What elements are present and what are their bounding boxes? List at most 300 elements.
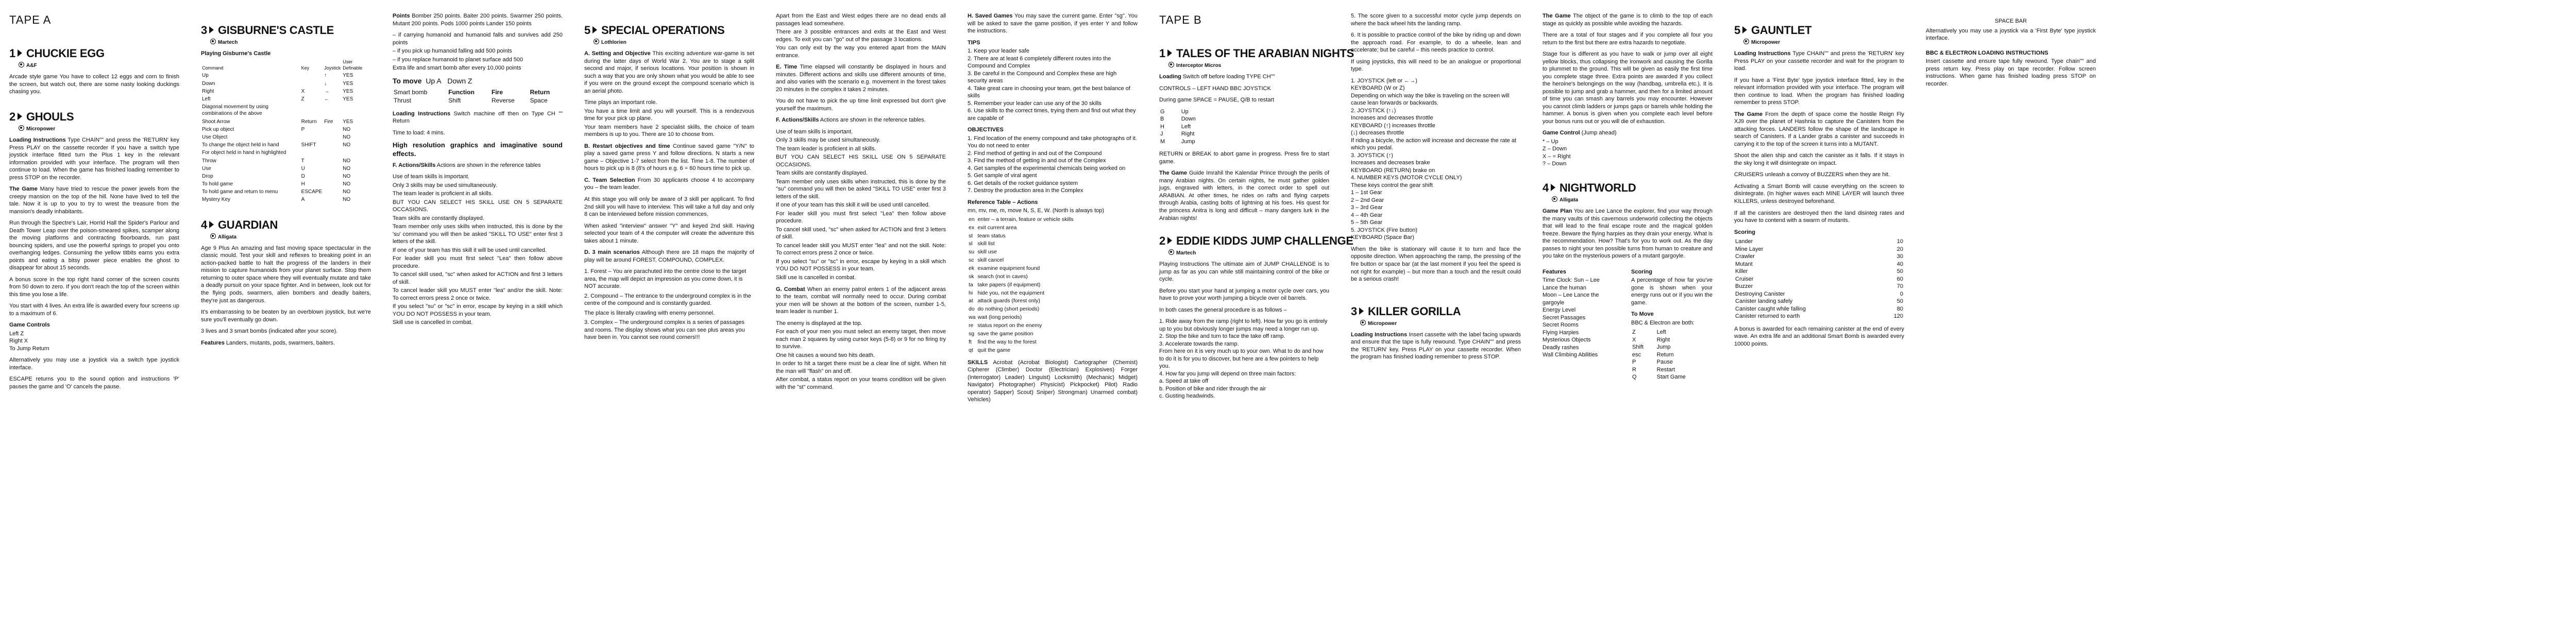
table-row: Thrust Shift Reverse Space <box>394 96 548 104</box>
table-cell: Mutant <box>1735 261 1753 267</box>
eddie-text: Playing Instructions The ultimate aim of JUMP CHALLENGE is to jump as far as you can while still maintaining control of the bike or cycle. <box>1159 261 1329 283</box>
table-row <box>201 88 371 95</box>
list-item: Lance the human <box>1543 284 1587 291</box>
table-cell: wa <box>969 314 976 321</box>
guardian-points-5: Extra life and smart bomb after every 10,000 points <box>393 65 521 72</box>
gorilla-loading: Loading Instructions Insert cassette with the label facing upwards and ensure that the tape is fully rewound. Type CHAIN"" and press the 'RETURN' key. Press PLAY on your cassette recorder. When the program has finished loading remember to press STOP. <box>1351 331 1521 360</box>
guardian-points-3: – if you pick up humanoid falling add 500 points <box>393 48 512 55</box>
table-row <box>201 165 371 173</box>
eddie-joystick-list <box>1351 77 1521 242</box>
table-cell: 50 <box>1896 298 1903 305</box>
actions-skills-5: BUT YOU CAN SELECT HIS SKILL USE ON 5 SEPARATE OCCASIONS. <box>393 199 563 213</box>
chuckie-egg-title: 1 CHUCKIE EGG <box>9 47 105 60</box>
table-cell: ← <box>324 96 330 102</box>
table-cell <box>323 188 342 196</box>
table-cell: Jump <box>1181 138 1195 145</box>
gorilla-game-3: Stage four is different as you have to walk or jump over all eight yellow blocks, thus collapsing the ironwork and causing the Gorilla to plummet to the ground. This will be given as easily the first time you complete stage three. Extra points are awarded if you collect the heroine's belongings on the way (handbag, umbrella etc.). It is possible to jump and grab a hammer, and then for a limited amount of time you can smash any barrels you may encounter. However you cannot climb ladders or jumps gaps or barrels while holding the hammer. A bonus is given when you complete each level before your bonus runs out or you will die of exhaustion. <box>1543 51 1713 125</box>
table-row <box>1159 138 1231 146</box>
table-cell: Down <box>1181 116 1196 123</box>
column-11 <box>1926 12 2096 614</box>
gauntlet-scoring-table <box>1734 238 1904 320</box>
special-ops-f8: If one of your team has this skill it will be used until cancelled. <box>776 202 930 209</box>
ghouls-title: 2 GHOULS <box>9 110 74 123</box>
table-cell: en <box>969 216 975 222</box>
table-cell: 120 <box>1893 313 1903 320</box>
table-cell: Drop <box>202 173 213 179</box>
table-cell: NO <box>343 173 351 179</box>
actions-skills-11: To cancel leader skill you MUST enter "lea" and/or the skill. Note: To correct errors press 2 once or twice. <box>393 287 563 301</box>
special-ops-f5: BUT YOU CAN SELECT HIS SKILL USE ON 5 SEPARATE OCCASIONS. <box>776 154 946 168</box>
column-7 <box>1159 12 1354 614</box>
table-row <box>1734 305 1904 313</box>
special-ops-a: A. Setting and Objective This exciting adventure war-game is set during the latter days of World War 2. You are to stage a split second and major, if serious locations. Your position is shown in such a way that you are only shown what you would be able to see if you were on the ground except the compound scenario which is an aerial photo. <box>584 50 755 94</box>
table-row <box>1159 130 1231 138</box>
eddie-title: 2 EDDIE KIDDS JUMP CHALLENGE <box>1159 234 1353 248</box>
actions-skills-10: To cancel skill used, "sc" when asked for ACTION and first 3 letters of skill. <box>393 271 563 285</box>
list-item: 2 – 2nd Gear <box>1351 197 1384 203</box>
table-cell: SHIFT <box>301 142 316 148</box>
list-item: Mysterious Objects <box>1543 337 1591 344</box>
table-cell: Mine Layer <box>1735 246 1764 252</box>
table-row <box>201 80 371 88</box>
table-row <box>1734 246 1904 253</box>
table-row <box>968 265 1075 273</box>
table-cell: Restart <box>1656 366 1675 373</box>
column-5 <box>776 12 946 614</box>
list-item: The place is literally crawling with enemy personnel. <box>584 310 715 316</box>
table-cell: Canister landing safely <box>1735 298 1793 305</box>
bbc-loading: Insert cassette and ensure tape fully rewound. Type chain"" and press return key. Press play on tape recorder. Follow screen instructions. When game has finished loading press STOP on recorder. <box>1926 58 2096 87</box>
ghouls-game-2: Run through the Spectre's Lair, Horrid Hall the Spider's Parlour and Death Tower Leap over the poison-smeared spikes, scamper along the moving platforms and contracting floorboards, run past bouncing spiders, and use the powerful springs to propel you onto overhanging ledges. Consuming the yellow titbits earns you extra points and eating a bitsy power piece enables the ghost to disappear for about 15 seconds. <box>9 220 179 271</box>
ghouls-loading: Loading Instructions Type CHAIN"" and press the 'RETURN' key Press PLAY on the cassette recorder If you have a switch type joystick interface fitted turn the Plus 1 key in the relevant information provided with your interface. The program will then continue to load. When the game has finished loading remember to press STOP on the recorder. <box>9 137 180 181</box>
nightworld-plan: Game Plan You are Lee Lance the explorer, find your way through the many vaults of this cavernous underworld collecting the objects that will lead to the final escape route and the magical golden freeze. Beware the flying harpies as they drain your energy. What is the recommendation. How? That's for you to work out. As the day passes to night your ten possible turns from human to creature and you take on the mysterious powers of a mutant gargoyle. <box>1543 208 1713 260</box>
table-cell: NO <box>343 189 351 195</box>
list-item: ? – Down <box>1543 161 1567 167</box>
column-2 <box>201 12 371 614</box>
table-row <box>201 157 371 165</box>
gorilla-title: 3 KILLER GORILLA <box>1351 304 1461 318</box>
arrow-icon <box>1742 26 1747 33</box>
arabian-publisher: Interceptor Micros <box>1168 62 1329 69</box>
table-cell <box>300 149 324 157</box>
table-cell: hi <box>969 289 973 296</box>
eddie-steps-list <box>1159 318 1329 400</box>
table-row <box>1631 358 1713 366</box>
table-cell: Throw <box>202 158 216 164</box>
table-cell: save the game position <box>977 330 1033 337</box>
table-cell: skill use <box>977 249 997 255</box>
table-cell: sl <box>969 241 973 247</box>
table-cell: R <box>1632 366 1636 373</box>
special-ops-c3: When asked "interview" answer "Y" and keyed 2nd skill. Having selected your team of 4 the computer will create the adventure this takes about 1 minute. <box>584 222 754 244</box>
table-row <box>1734 261 1904 268</box>
gauntlet-loading: Loading Instructions Type CHAIN"" and press the 'RETURN' key Press PLAY on your cassette recorder and wait for the program to load. <box>1734 50 1905 72</box>
table-cell: NO <box>343 181 351 187</box>
table-cell: Cruiser <box>1735 276 1754 282</box>
table-row <box>1631 373 1713 381</box>
table-cell: ft <box>969 338 972 345</box>
table-cell: Shoot Arrow <box>202 118 230 125</box>
table-cell: re <box>969 322 974 329</box>
table-cell: 0 <box>1900 290 1903 297</box>
list-item: 4 – 4th Gear <box>1351 212 1383 218</box>
special-ops-g5: In order to hit a target there must be a clear line of sight. When hit the man will "flash" on and off. <box>776 360 946 374</box>
table-cell: exit current area <box>977 224 1017 231</box>
table-cell: sg <box>969 330 975 337</box>
table-row <box>1734 276 1904 283</box>
table-row <box>968 330 1075 338</box>
table-cell: To change the object held in hand <box>202 142 279 148</box>
list-item: 4. Take great care in choosing your team, get the best balance of skills <box>968 85 1130 99</box>
column-header: User Definable <box>343 59 363 71</box>
column-1 <box>9 12 179 614</box>
table-row <box>968 289 1075 298</box>
list-item: From here on it is very much up to your own. What to do and how to do it is for you to discover, but here are a few pointers to help you. <box>1159 348 1324 370</box>
table-row <box>968 248 1075 256</box>
table-row <box>1734 313 1904 320</box>
column-8 <box>1351 12 1521 614</box>
table-cell: team status <box>977 232 1006 239</box>
table-cell <box>323 180 342 188</box>
saved-games: H. Saved Games You may save the current game. Enter "sg". You will be asked to save the game position, if yes enter Y and follow the instructions. <box>968 13 1138 35</box>
table-cell: B <box>1160 116 1164 123</box>
table-row <box>968 256 1075 265</box>
gauntlet-publisher: Micropower <box>1743 39 1904 46</box>
table-cell <box>323 103 342 117</box>
actions-skills: F. Actions/Skills Actions are shown in the reference tables <box>393 162 541 168</box>
table-row <box>201 141 371 149</box>
column-4 <box>584 12 754 614</box>
table-cell: Canister caught while falling <box>1735 305 1806 312</box>
table-cell: Z <box>301 96 304 102</box>
table-row <box>968 232 1075 241</box>
table-cell: To hold game <box>202 181 233 187</box>
skills: SKILLS Acrobat (Acrobat Biologist) Cartographer (Chemist) Cipherer (Climber) Doctor (Electrician) Explosives) Forger (Interrogator) Leader) Linguist) Locksmith) (Mechanic) Midget) Navigator) Photographer) Physicist) Pickpocket) Pilot) Radio operator) Sapper) Scout) Sniper) Strongman) Unarmed combat) Vehicles) <box>968 359 1138 403</box>
list-item: Increases and decreases brake <box>1351 160 1430 166</box>
table-cell <box>300 133 324 141</box>
table-cell: ek <box>969 265 975 272</box>
guardian-text: Age 9 Plus An amazing and fast moving space spectacular in the classic mould. Test your skill and reflexes to breaking point in an action-packed battle to halt the progress of the landers in their mission to capture humanoids from your planet surface. Stop them returning to outer space where they will eventually mutate and take a deadly pursuit on your space fighter. And in between, look out for the flying pods, swarmers, alien bombers and deadly baiters, they're just as dangerous. <box>201 245 371 304</box>
table-row <box>968 322 1075 330</box>
list-item: 1. Forest – You are parachuted into the centre close to the target area, the map will depict an impression as you come down, it is NOT accurate. <box>584 268 747 290</box>
table-cell: H <box>1160 123 1164 130</box>
table-row <box>1631 366 1713 374</box>
table-row <box>201 188 371 196</box>
joystick-alt: Alternatively you may use a joystick via a 'First Byte' type joystick interface. <box>1926 27 2096 42</box>
list-item: 3 – 3rd Gear <box>1351 204 1383 211</box>
table-row <box>1159 123 1231 131</box>
list-item: 4. Get samples of the experimental chemicals being worked on <box>968 165 1126 171</box>
table-cell: Left <box>202 96 211 102</box>
table-cell: Left <box>1181 123 1191 130</box>
table-cell: NO <box>343 126 351 132</box>
list-item: 3. Be careful in the Compound and Complex these are high security areas <box>968 70 1117 84</box>
list-item: 1 – 1st Gear <box>1351 190 1382 196</box>
eddie-wheelie: When the bike is stationary will cause it to turn and face the opposite direction. When approaching the ramp, the pressing of the fire button or space bar (at the last moment if you feel the speed is not right for example) – but more than a touch and the result could be a serious crash! <box>1351 246 1521 283</box>
table-cell: Return <box>1656 351 1674 358</box>
gisburne-title: 3 GISBURNE'S CASTLE <box>201 24 334 37</box>
special-ops-g2: The enemy is displayed at the top. <box>776 320 862 327</box>
table-cell: YES <box>343 118 353 125</box>
list-item: KEYBOARD (Space Bar) <box>1351 234 1414 241</box>
list-item: If riding a bicycle, the action will increase and decrease the rate at which you pedal. <box>1351 137 1517 151</box>
publisher-logo-icon <box>1552 196 1557 202</box>
actions-skills-4: The team leader is proficient in all skills. <box>393 191 493 197</box>
tips-list <box>968 47 1138 122</box>
publisher-logo-icon <box>594 39 599 44</box>
arrow-icon <box>18 113 22 120</box>
list-item: Depending on which way the bike is traveling on the screen will cause lean forwards or backwards. <box>1351 92 1510 107</box>
list-item: 6. Use skills to the correct times, trying them and find out what they are capable of <box>968 108 1136 122</box>
table-cell <box>323 126 342 133</box>
table-row <box>1734 253 1904 261</box>
special-ops-f: F. Actions/Skills Actions are shown in the reference tables. <box>776 117 926 124</box>
table-cell: Use <box>202 165 211 171</box>
table-cell: st <box>969 232 973 239</box>
table-row <box>201 149 371 157</box>
nightworld-features: Features Time Clock: Sun – Lee Lance the human Moon – Lee Lance the gargoyle Energy Level Secret Passages Secret Rooms Flying Harpies Mysterious Objects Deadly rashes Wall Climbing Abilities <box>1543 264 1624 386</box>
table-cell: Q <box>1632 374 1637 381</box>
column-3 <box>393 12 563 614</box>
table-cell: Start Game <box>1656 374 1686 381</box>
nightworld-publisher: Alligata <box>1552 196 1713 203</box>
special-ops-g6: After combat, a status report on your teams condition will be given with the "st" command. <box>776 376 946 390</box>
table-cell: Up <box>1181 108 1189 115</box>
table-row <box>201 180 371 188</box>
objectives-list <box>968 135 1138 195</box>
table-cell: Up <box>202 73 209 79</box>
list-item: 2. There are at least 6 completely different routes into the Compound and Complex <box>968 55 1111 70</box>
list-item: Increases and decreases throttle <box>1351 115 1433 122</box>
actions-skills-9: For leader skill you must first select "Lea" then follow above procedure. <box>393 255 563 269</box>
table-cell: do nothing (short periods) <box>977 306 1040 313</box>
special-ops-b: B. Restart objectives and time Continue saved game "Y/N" to play a saved game press Y and follow directions. N starts a new game – Objective 1-7 select from the list. Time 1-8. The number of hours to pick up is 8 (8's of hours e.g. 6 = 60 hours time to pick up. <box>584 143 754 172</box>
list-item: 3. Complex – The underground complex is a series of passages and rooms. The display shows what you can see plus areas you have been in. You cannot see round corners!!! <box>584 319 745 341</box>
special-ops-f9: For leader skill you must first select "Lea" then follow above procedure. <box>776 210 946 225</box>
table-cell: ↑ <box>324 73 327 79</box>
table-row <box>1631 351 1713 359</box>
arabian-return: RETURN or BREAK to abort game in progress. Press fire to start game. <box>1159 151 1329 165</box>
table-cell: find the way to the forest <box>977 338 1037 345</box>
list-item: 3. Find the method of getting in and out of the Complex <box>968 158 1106 164</box>
table-cell: search (not in caves) <box>977 273 1028 280</box>
table-cell: ex <box>969 224 975 231</box>
eddie-publisher: Martech <box>1168 249 1329 256</box>
special-ops-apart: Apart from the East and West edges there are no dead ends all passages lead somewhere. <box>776 13 946 27</box>
table-row <box>968 240 1075 248</box>
gisburne-keys-body <box>201 72 371 203</box>
gauntlet-game-3: CRUISERS unleash a convoy of BUZZERS when they are hit. <box>1734 171 1890 178</box>
table-cell: Jump <box>1656 344 1671 351</box>
nightworld-scoring: Scoring A percentage of how far you've gone is shown when your energy runs out or if you win the game. To Move BBC & Electron are both: Z Left X Right Shift Jump esc Return P Pause R Restart Q Start Game <box>1631 268 1713 381</box>
list-item: * – Up <box>1543 138 1558 145</box>
special-ops-apart3: You can only exit by the way you entered apart from the MAIN entrance. <box>776 45 946 59</box>
table-cell <box>342 103 371 117</box>
ghouls-game-3: A bonus score in the top right hand corner of the screen counts from 50 down to zero. If you don't reach the top of the screen within this time you lose a life. <box>9 276 179 298</box>
special-ops-f11: To cancel leader skill you MUST enter "lea" and not the skill. Note: To correct errors press 2 once or twice. <box>776 242 946 256</box>
column-header: Joystick <box>324 65 341 71</box>
arrow-icon <box>1359 307 1364 315</box>
table-cell: A <box>301 197 305 203</box>
gisburne-publisher: Martech <box>210 39 371 46</box>
table-cell: Down <box>202 80 215 87</box>
guardian-hires: High resolution graphics and imaginative sound effects. <box>393 141 563 158</box>
ghouls-escape: ESCAPE returns you to the sound option and instructions 'P' pauses the game and 'O' cancels the pause. <box>9 376 179 390</box>
table-cell: sc <box>969 257 974 264</box>
table-cell: P <box>1632 359 1636 366</box>
table-cell: G <box>1160 108 1165 115</box>
table-cell: 70 <box>1896 283 1903 290</box>
guardian-points: Points Bomber 250 points. Baiter 200 points. Swarmer 250 points. Mutant 200 points. Pods 1000 points Lander 150 points <box>393 13 563 27</box>
table-row: Smart bomb Function Fire Return <box>394 89 550 96</box>
table-row <box>201 103 371 117</box>
table-cell: Buzzer <box>1735 283 1753 290</box>
special-ops-c: C. Team Selection From 30 applicants choose 4 to accompany you – the team leader. <box>584 177 755 191</box>
table-cell <box>323 165 342 173</box>
list-item: KEYBOARD (↑) increases throttle <box>1351 122 1435 129</box>
table-cell: Right <box>1181 131 1195 138</box>
table-cell <box>323 196 342 203</box>
table-row <box>1159 108 1231 116</box>
table-cell: Mystery Key <box>202 197 231 203</box>
table-cell: To hold game and return to menu <box>202 189 278 195</box>
publisher-logo-icon <box>19 125 24 131</box>
table-row <box>201 196 371 203</box>
table-cell <box>300 80 324 88</box>
table-cell: skill cancel <box>977 257 1004 264</box>
table-cell: Canister returned to earth <box>1735 313 1800 320</box>
arrow-icon <box>592 26 597 33</box>
special-ops-publisher: Lothlorien <box>594 39 754 46</box>
chuckie-egg-publisher: A&F <box>19 62 179 69</box>
arrow-icon <box>1167 237 1172 244</box>
table-row <box>201 72 371 79</box>
table-cell: M <box>1160 138 1165 145</box>
actions-skills-7: Team member only uses skills when instructed, this is done by the 'su' command you will then be asked "SKILL TO USE" enter first 3 letters of the skill. <box>393 224 563 245</box>
table-header-row <box>201 59 371 72</box>
list-item: 4. How far you jump will depend on three main factors: <box>1159 370 1296 377</box>
arabian-controls: CONTROLS – LEFT HAND BBC JOYSTICK <box>1159 85 1271 92</box>
publisher-logo-icon <box>1168 249 1174 255</box>
table-cell: Return <box>301 118 317 125</box>
eddie-analogue: If using joysticks, this will need to be an analogue or proportional type. <box>1351 58 1521 73</box>
objectives-heading: OBJECTIVES <box>968 127 1004 133</box>
table-cell: Shift <box>1632 344 1644 351</box>
table-cell: attack guards (forest only) <box>977 298 1040 304</box>
table-row <box>1734 238 1904 246</box>
space-bar-label: SPACE BAR <box>1994 18 2027 24</box>
table-cell: 10 <box>1896 238 1903 245</box>
gorilla-game-2: There are a total of four stages and if you complete all four you return to the first but there are extra hazards to negotiate. <box>1543 32 1713 46</box>
column-9 <box>1543 12 1713 614</box>
table-row <box>1734 290 1904 298</box>
list-item: Deadly rashes <box>1543 344 1579 351</box>
special-ops-a3: You have a time limit and you will yourself. This is a rendezvous time for your pick up plane. <box>584 108 754 122</box>
guardian-points-2: – if carrying humanoid and humanoid falls and survives add 250 points <box>393 32 563 46</box>
table-cell: Diagonal movement by using combinations of the above <box>202 104 268 117</box>
guardian-loading: Loading Instructions Switch machine off then on Type CH "" Return <box>393 110 563 125</box>
ghouls-joystick: Alternatively you may use a joystick via a switch type joystick interface. <box>9 357 179 371</box>
publisher-logo-icon <box>19 62 24 67</box>
guardian-publisher: Alligata <box>210 233 371 241</box>
table-row <box>201 126 371 133</box>
nightworld-keys-table <box>1631 329 1713 381</box>
table-cell: 50 <box>1896 268 1903 275</box>
publisher-logo-icon <box>1360 320 1366 325</box>
table-cell: Pause <box>1656 359 1673 366</box>
column-10 <box>1734 12 1904 614</box>
tape-b-heading: TAPE B <box>1159 13 1202 26</box>
gauntlet-game-4: Activating a Smart Bomb will cause everything on the screen to disintegrate. (In higher waves each MINE LAYER will launch three KILLERS, unless destroyed beforehand. <box>1734 183 1904 204</box>
publisher-logo-icon <box>1743 39 1749 44</box>
special-ops-f10: To cancel skill used, "sc" when asked for ACTION and first 3 letters of skill. <box>776 226 946 241</box>
list-item: 5 – 5th Gear <box>1351 219 1383 226</box>
table-cell: Destroying Canister <box>1735 290 1785 297</box>
table-cell: NO <box>343 158 351 164</box>
arrow-icon <box>209 26 214 33</box>
list-item: b. Position of bike and rider through the air <box>1159 385 1266 392</box>
nightworld-features-list <box>1543 277 1624 359</box>
special-ops-g4: One hit causes a wound two hits death. <box>776 352 875 358</box>
gauntlet-scoring-heading: Scoring <box>1734 229 1755 235</box>
column-6 <box>968 12 1138 614</box>
eddie-score-2: 6. It is possible to practice control of the bike by riding up and down the approach road. For example, to do a wheelie, lean and accelerate; but be careful – this needs practice to control. <box>1351 32 1521 54</box>
table-cell: YES <box>343 88 353 94</box>
table-cell: 40 <box>1896 261 1903 267</box>
actions-skills-8: If one of your team has this skill it will be used until cancelled. <box>393 247 547 253</box>
table-cell: ta <box>969 281 973 288</box>
table-cell: NO <box>343 197 351 203</box>
list-item: These keys control the gear shift <box>1351 182 1433 188</box>
guardian-points-4: – if you replace humanoid to planet surface add 500 <box>393 56 523 63</box>
list-item: X – = Right <box>1543 153 1571 160</box>
table-row <box>1631 329 1713 336</box>
column-header: Command <box>202 65 224 71</box>
table-cell: Crawler <box>1735 253 1755 260</box>
list-item: Flying Harpies <box>1543 329 1579 336</box>
list-item: Moon – Lee Lance the <box>1543 292 1599 299</box>
eddie-score: 5. The score given to a successful motor cycle jump depends on where the back wheel hits the landing ramp. <box>1351 13 1521 27</box>
gauntlet-game: The Game From the depth of space come the hostile Reign Fly XJ9 over the planet of Hashnia to capture the Canisters from the attacking forces. LANDERS follow the shape of the landscape in search of Canisters. If a Lander grabs a canister and succeeds in carrying it to the top of the screen it turns into a MUTANT. <box>1734 111 1904 147</box>
table-cell: enter – a terrain, feature or vehicle skills <box>977 216 1074 222</box>
publisher-logo-icon <box>210 39 216 44</box>
list-item: 3. Accelerate towards the ramp. <box>1159 340 1239 347</box>
table-row <box>968 224 1075 232</box>
nightworld-two-col <box>1543 264 1713 386</box>
table-cell <box>323 157 342 165</box>
list-item: Secret Passages <box>1543 314 1586 321</box>
table-cell: Lander <box>1735 238 1753 245</box>
arabian-title: 1 TALES OF THE ARABIAN NIGHTS <box>1159 47 1354 60</box>
actions-skills-12: If you select "su" or "sc" in error, escape by keying in a skill which YOU DO NOT POSSESS in your team. <box>393 303 563 317</box>
list-item: 1. Find location of the enemy compound and take photographs of it. You do not need to enter <box>968 135 1137 149</box>
special-ops-f6: Team skills are constantly displayed. <box>776 170 868 177</box>
gorilla-game: The Game The object of the game is to climb to the top of each stage as quickly as possible while avoiding the hazards. <box>1543 13 1713 27</box>
special-ops-f4: The team leader is proficient in all skills. <box>776 145 876 152</box>
table-cell: Pick up object <box>202 126 234 132</box>
list-item: Z – Down <box>1543 146 1567 152</box>
table-row <box>201 173 371 180</box>
table-cell: U <box>301 165 305 171</box>
table-cell: Right <box>1656 336 1670 343</box>
table-row <box>1631 344 1713 351</box>
guardian-keys-table <box>393 89 563 105</box>
list-item: Secret Rooms <box>1543 322 1579 329</box>
chuckie-egg-text: Arcade style game You have to collect 12 eggs and corn to finish the screen, but watch out, there are some nasty looking duckings chasing you. <box>9 74 179 95</box>
list-item: 1. JOYSTICK (left or ←→) <box>1351 77 1417 84</box>
list-item: 4. NUMBER KEYS (MOTOR CYCLE ONLY) <box>1351 175 1462 181</box>
table-cell: hide you, not the equipment <box>977 289 1045 296</box>
